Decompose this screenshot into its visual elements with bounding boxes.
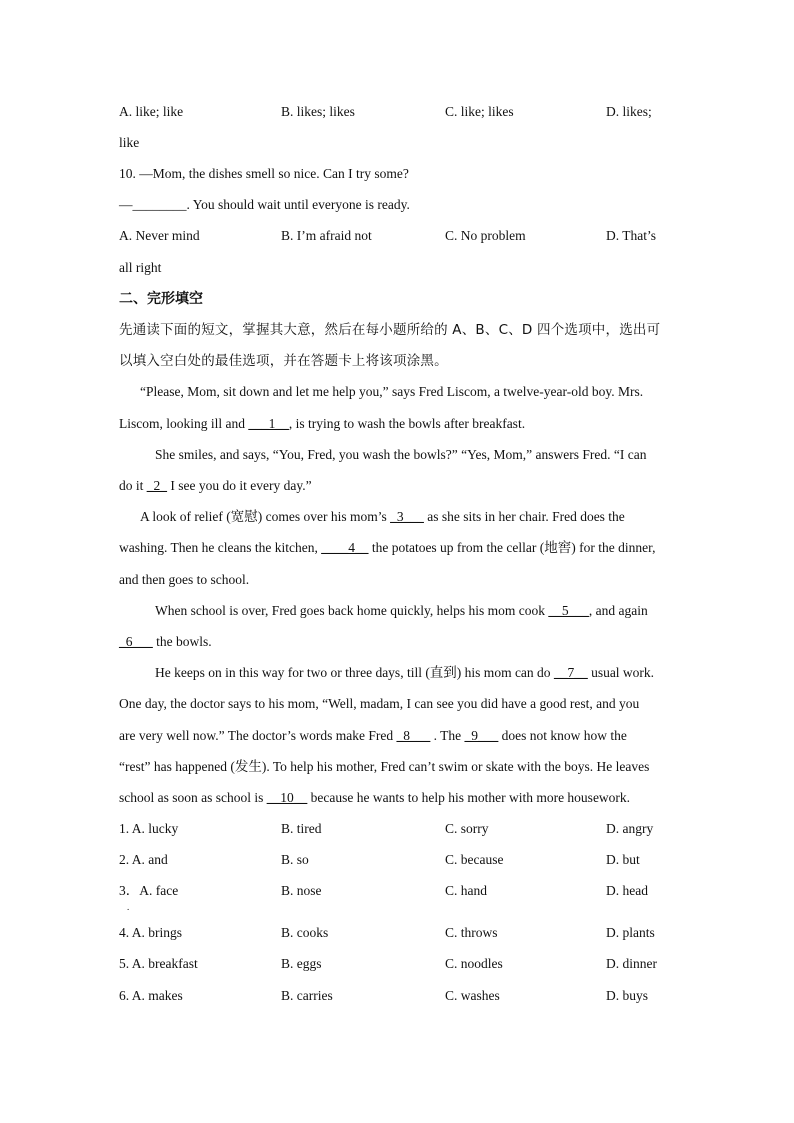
answer-2-option-b: B. so (281, 852, 309, 867)
passage-text: When school is over, Fred goes back home quickly, helps his mom cook (155, 603, 549, 618)
answer-4-option-d: D. plants (606, 925, 655, 940)
passage-text: because he wants to help his mother with more housework. (307, 790, 631, 805)
q9-option-d: D. likes; (606, 104, 652, 119)
blank-8: _8___ (396, 728, 431, 743)
answer-2-option-a: 2. A. and (119, 852, 168, 867)
answer-row-6 (119, 987, 679, 1005)
stray-dot: . (127, 902, 130, 912)
answer-3-option-d: D. head (606, 883, 648, 898)
blank-1: ___1__ (248, 416, 289, 431)
q10-option-a: A. Never mind (119, 228, 200, 243)
passage-p5-line-1 (155, 664, 654, 682)
q10-reply-text: . You should wait until everyone is ready. (186, 197, 410, 212)
passage-text: A look of relief (宽慰) comes over his mom’s (140, 509, 391, 524)
passage-text: I see you do it every day.” (167, 478, 312, 493)
blank-2: _2_ (146, 478, 168, 493)
answer-row-3 (119, 882, 679, 900)
answer-3-option-b: B. nose (281, 883, 322, 898)
passage-text: Liscom, looking ill and (119, 416, 249, 431)
passage-text: , is trying to wash the bowls after breakfast. (288, 416, 526, 431)
passage-text: the bowls. (152, 634, 212, 649)
answer-5-option-b: B. eggs (281, 956, 322, 971)
answer-row-2 (119, 851, 679, 869)
answer-row-1 (119, 820, 679, 838)
passage-p2-line-1: She smiles, and says, “You, Fred, you wash the bowls?” “Yes, Mom,” answers Fred. “I can (155, 447, 647, 462)
q9-option-b: B. likes; likes (281, 104, 355, 119)
q10-reply-dash: — (119, 197, 133, 212)
passage-p5-line-4: “rest” has happened (发生). To help his mother, Fred can’t swim or skate with the boys. He leaves (119, 759, 650, 774)
blank-4: ____4__ (321, 540, 369, 555)
q9-options (119, 103, 679, 121)
section-instruction-line-1: 先通读下面的短文，掌握其大意，然后在每小题所给的 A、B、C、D 四个选项中，选出可 (119, 322, 661, 338)
answer-1-option-b: B. tired (281, 821, 322, 836)
answer-6-option-a: 6. A. makes (119, 988, 183, 1003)
q10-blank: ________ (132, 197, 187, 212)
q10-option-c: C. No problem (445, 228, 526, 243)
passage-p1-line-1: “Please, Mom, sit down and let me help you,” says Fred Liscom, a twelve-year-old boy. Mrs. (140, 384, 644, 399)
answer-2-option-c: C. because (445, 852, 504, 867)
passage-text: washing. Then he cleans the kitchen, (119, 540, 322, 555)
answer-1-option-c: C. sorry (445, 821, 489, 836)
answer-1-option-d: D. angry (606, 821, 654, 836)
q10-option-b: B. I’m afraid not (281, 228, 372, 243)
q10-options (119, 227, 679, 245)
answer-4-option-b: B. cooks (281, 925, 329, 940)
passage-p4-line-1 (155, 602, 648, 620)
passage-p1-line-2 (119, 415, 525, 433)
q10-option-d-continued: all right (119, 260, 162, 275)
q9-option-c: C. like; likes (445, 104, 514, 119)
answer-row-5 (119, 955, 679, 973)
answer-4-option-c: C. throws (445, 925, 498, 940)
passage-p3-line-3: and then goes to school. (119, 572, 250, 587)
section-instruction-line-2: 以填入空白处的最佳选项，并在答题卡上将该项涂黑。 (119, 353, 448, 369)
answer-5-option-d: D. dinner (606, 956, 657, 971)
answer-4-option-a: 4. A. brings (119, 925, 183, 940)
passage-p5-line-2: One day, the doctor says to his mom, “Well, madam, I can see you did have a good rest, and you (119, 696, 640, 711)
passage-p3-line-2 (119, 539, 655, 557)
blank-9: _9___ (464, 728, 499, 743)
q9-option-d-continued: like (119, 135, 140, 150)
passage-text: usual work. (587, 665, 655, 680)
answer-3-option-c: C. hand (445, 883, 487, 898)
answer-5-option-a: 5. A. breakfast (119, 956, 198, 971)
q9-option-a: A. like; like (119, 104, 184, 119)
answer-2-option-d: D. but (606, 852, 640, 867)
passage-p3-line-1 (140, 508, 625, 526)
passage-text: He keeps on in this way for two or three days, till (直到) his mom can do (155, 665, 554, 680)
answer-6-option-c: C. washes (445, 988, 500, 1003)
passage-text: . The (430, 728, 465, 743)
q10-reply (119, 196, 410, 214)
passage-p5-line-3 (119, 727, 627, 745)
answer-6-option-d: D. buys (606, 988, 649, 1003)
passage-text: the potatoes up from the cellar (地窖) for the dinner, (368, 540, 656, 555)
passage-text: do it (119, 478, 147, 493)
passage-p5-line-5 (119, 789, 630, 807)
blank-5: __5___ (548, 603, 589, 618)
passage-text: are very well now.” The doctor’s words make Fred (119, 728, 397, 743)
passage-text: , and again (588, 603, 648, 618)
answer-1-option-a: 1. A. lucky (119, 821, 179, 836)
passage-text: does not know how the (498, 728, 627, 743)
passage-text: as she sits in her chair. Fred does the (423, 509, 625, 524)
blank-10: __10__ (266, 790, 308, 805)
passage-p2-line-2 (119, 477, 312, 495)
answer-6-option-b: B. carries (281, 988, 333, 1003)
answer-5-option-c: C. noodles (445, 956, 503, 971)
passage-text: school as soon as school is (119, 790, 267, 805)
blank-6: _6___ (119, 634, 153, 649)
q10-option-d: D. That’s (606, 228, 656, 243)
answer-row-4 (119, 924, 679, 942)
blank-3: _3___ (390, 509, 424, 524)
blank-7: __7__ (553, 665, 588, 680)
section-heading: 二、完形填空 (119, 291, 203, 307)
q10-question: 10. —Mom, the dishes smell so nice. Can I try some? (119, 166, 409, 181)
passage-p4-line-2 (119, 633, 212, 651)
answer-3-option-a: 3．A. face (119, 883, 179, 898)
